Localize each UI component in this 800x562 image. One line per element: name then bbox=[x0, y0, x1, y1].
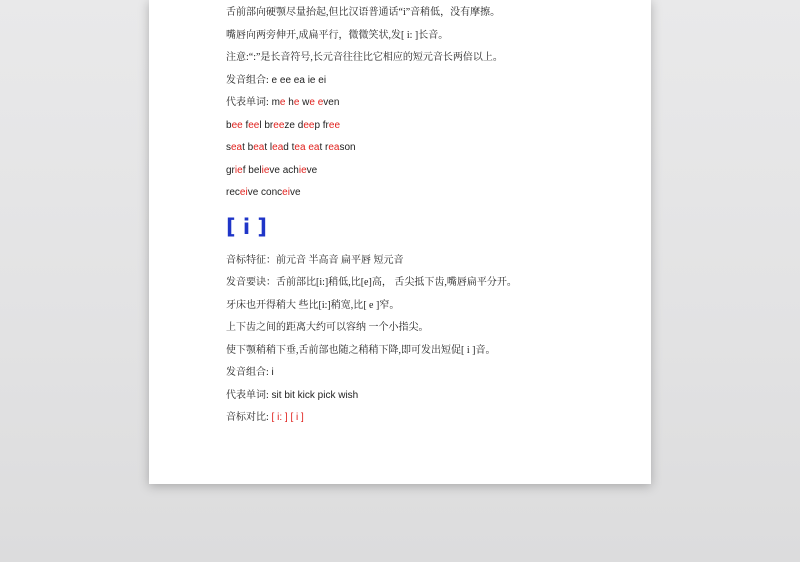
highlight-segment: e bbox=[309, 97, 315, 108]
text-segment: l br bbox=[259, 120, 274, 131]
highlight-segment: ea bbox=[328, 142, 340, 153]
highlight-segment: ea bbox=[231, 142, 243, 153]
compare-value: [ i: ] [ i ] bbox=[268, 412, 304, 423]
highlight-segment: e bbox=[317, 97, 324, 108]
compare-line bbox=[226, 412, 304, 424]
text-segment: ve ach bbox=[269, 165, 299, 176]
text-segment: ve conc bbox=[247, 187, 283, 198]
highlight-segment: ei bbox=[239, 187, 248, 198]
highlight-segment: ea bbox=[272, 142, 284, 153]
word-row-line bbox=[226, 120, 340, 132]
text-segment: m bbox=[271, 97, 280, 108]
word-row bbox=[226, 165, 317, 176]
text-segment: t r bbox=[319, 142, 329, 153]
words-line-2 bbox=[226, 390, 358, 402]
text-segment: b bbox=[226, 120, 232, 131]
combos-line bbox=[226, 75, 326, 87]
highlight-segment: ee bbox=[273, 120, 285, 131]
desc-line-4: 上下齿之间的距离大约可以容纳 一个小指尖。 bbox=[226, 322, 429, 333]
phonetic-heading: [ i ] bbox=[226, 215, 268, 239]
highlight-segment: ei bbox=[282, 187, 290, 198]
highlight-segment: ie bbox=[234, 165, 243, 176]
text-segment: w bbox=[299, 97, 310, 108]
word-row bbox=[226, 142, 356, 153]
highlight-segment: ie bbox=[261, 165, 270, 176]
text-segment: t b bbox=[242, 142, 254, 153]
words-value-2: sit bit kick pick wish bbox=[268, 390, 359, 401]
highlight-segment: ea bbox=[308, 142, 320, 153]
text-segment: ze d bbox=[284, 120, 304, 131]
combos-value: e ee ea ie ei bbox=[268, 75, 327, 86]
combos-line-2 bbox=[226, 367, 274, 379]
desc-line-3: 牙床也开得稍大 些比[i:]稍宽,比[ e ]窄。 bbox=[226, 300, 400, 311]
text-segment: s bbox=[226, 142, 231, 153]
text-segment: gr bbox=[226, 165, 235, 176]
word-row bbox=[226, 187, 301, 198]
highlight-segment: ee bbox=[248, 120, 260, 131]
desc-line-5: 使下颚稍稍下垂,舌前部也随之稍稍下降,即可发出短促[ i ]音。 bbox=[226, 345, 496, 356]
text-segment: rec bbox=[226, 187, 240, 198]
highlight-segment: e bbox=[279, 97, 286, 108]
highlight-segment: ea bbox=[294, 142, 306, 153]
highlight-segment: e bbox=[293, 97, 300, 108]
text-segment: h bbox=[285, 97, 294, 108]
text-segment: p fr bbox=[314, 120, 329, 131]
words-label: 代表单词: bbox=[226, 97, 269, 108]
combos-label: 发音组合: bbox=[226, 75, 269, 86]
words-line bbox=[226, 97, 339, 109]
combos-value-2: i bbox=[268, 367, 274, 378]
word-row-line bbox=[226, 165, 317, 177]
desc-line-1: 舌前部向硬颚尽量抬起,但比汉语普通话“i”音稍低，没有摩擦。 bbox=[226, 7, 501, 18]
highlight-segment: ee bbox=[303, 120, 315, 131]
requirement-line: 发音要诀：舌前部比[i:]稍低,比[e]高， 舌尖抵下齿,嘴唇扁平分开。 bbox=[226, 277, 517, 288]
compare-label: 音标对比: bbox=[226, 412, 269, 423]
feature-line: 音标特征：前元音 半高音 扁平唇 短元音 bbox=[226, 255, 404, 266]
text-segment: ve bbox=[289, 187, 301, 198]
highlight-segment: ie bbox=[298, 165, 307, 176]
text-segment: f bbox=[242, 120, 249, 131]
word-row-line bbox=[226, 142, 356, 154]
word-row-line bbox=[226, 187, 301, 199]
highlight-segment: ee bbox=[231, 120, 243, 131]
note-line: 注意:“:”是长音符号,长元音往往比它相应的短元音长两倍以上。 bbox=[226, 52, 503, 63]
text-segment: son bbox=[339, 142, 356, 153]
combos-label-2: 发音组合: bbox=[226, 367, 269, 378]
words-label-2: 代表单词: bbox=[226, 390, 269, 401]
word-row bbox=[226, 120, 340, 131]
text-segment: ve bbox=[306, 165, 318, 176]
desc-line-2: 嘴唇向两旁伸开,成扁平行，微微笑状,发[ i: ]长音。 bbox=[226, 30, 449, 41]
text-segment: t l bbox=[264, 142, 273, 153]
text-segment: f bel bbox=[242, 165, 262, 176]
highlight-segment: ee bbox=[328, 120, 341, 131]
text-segment: ven bbox=[323, 97, 340, 108]
highlight-segment: ea bbox=[253, 142, 265, 153]
document-page bbox=[149, 0, 651, 484]
text-segment: d t bbox=[283, 142, 295, 153]
word-row bbox=[272, 97, 340, 108]
